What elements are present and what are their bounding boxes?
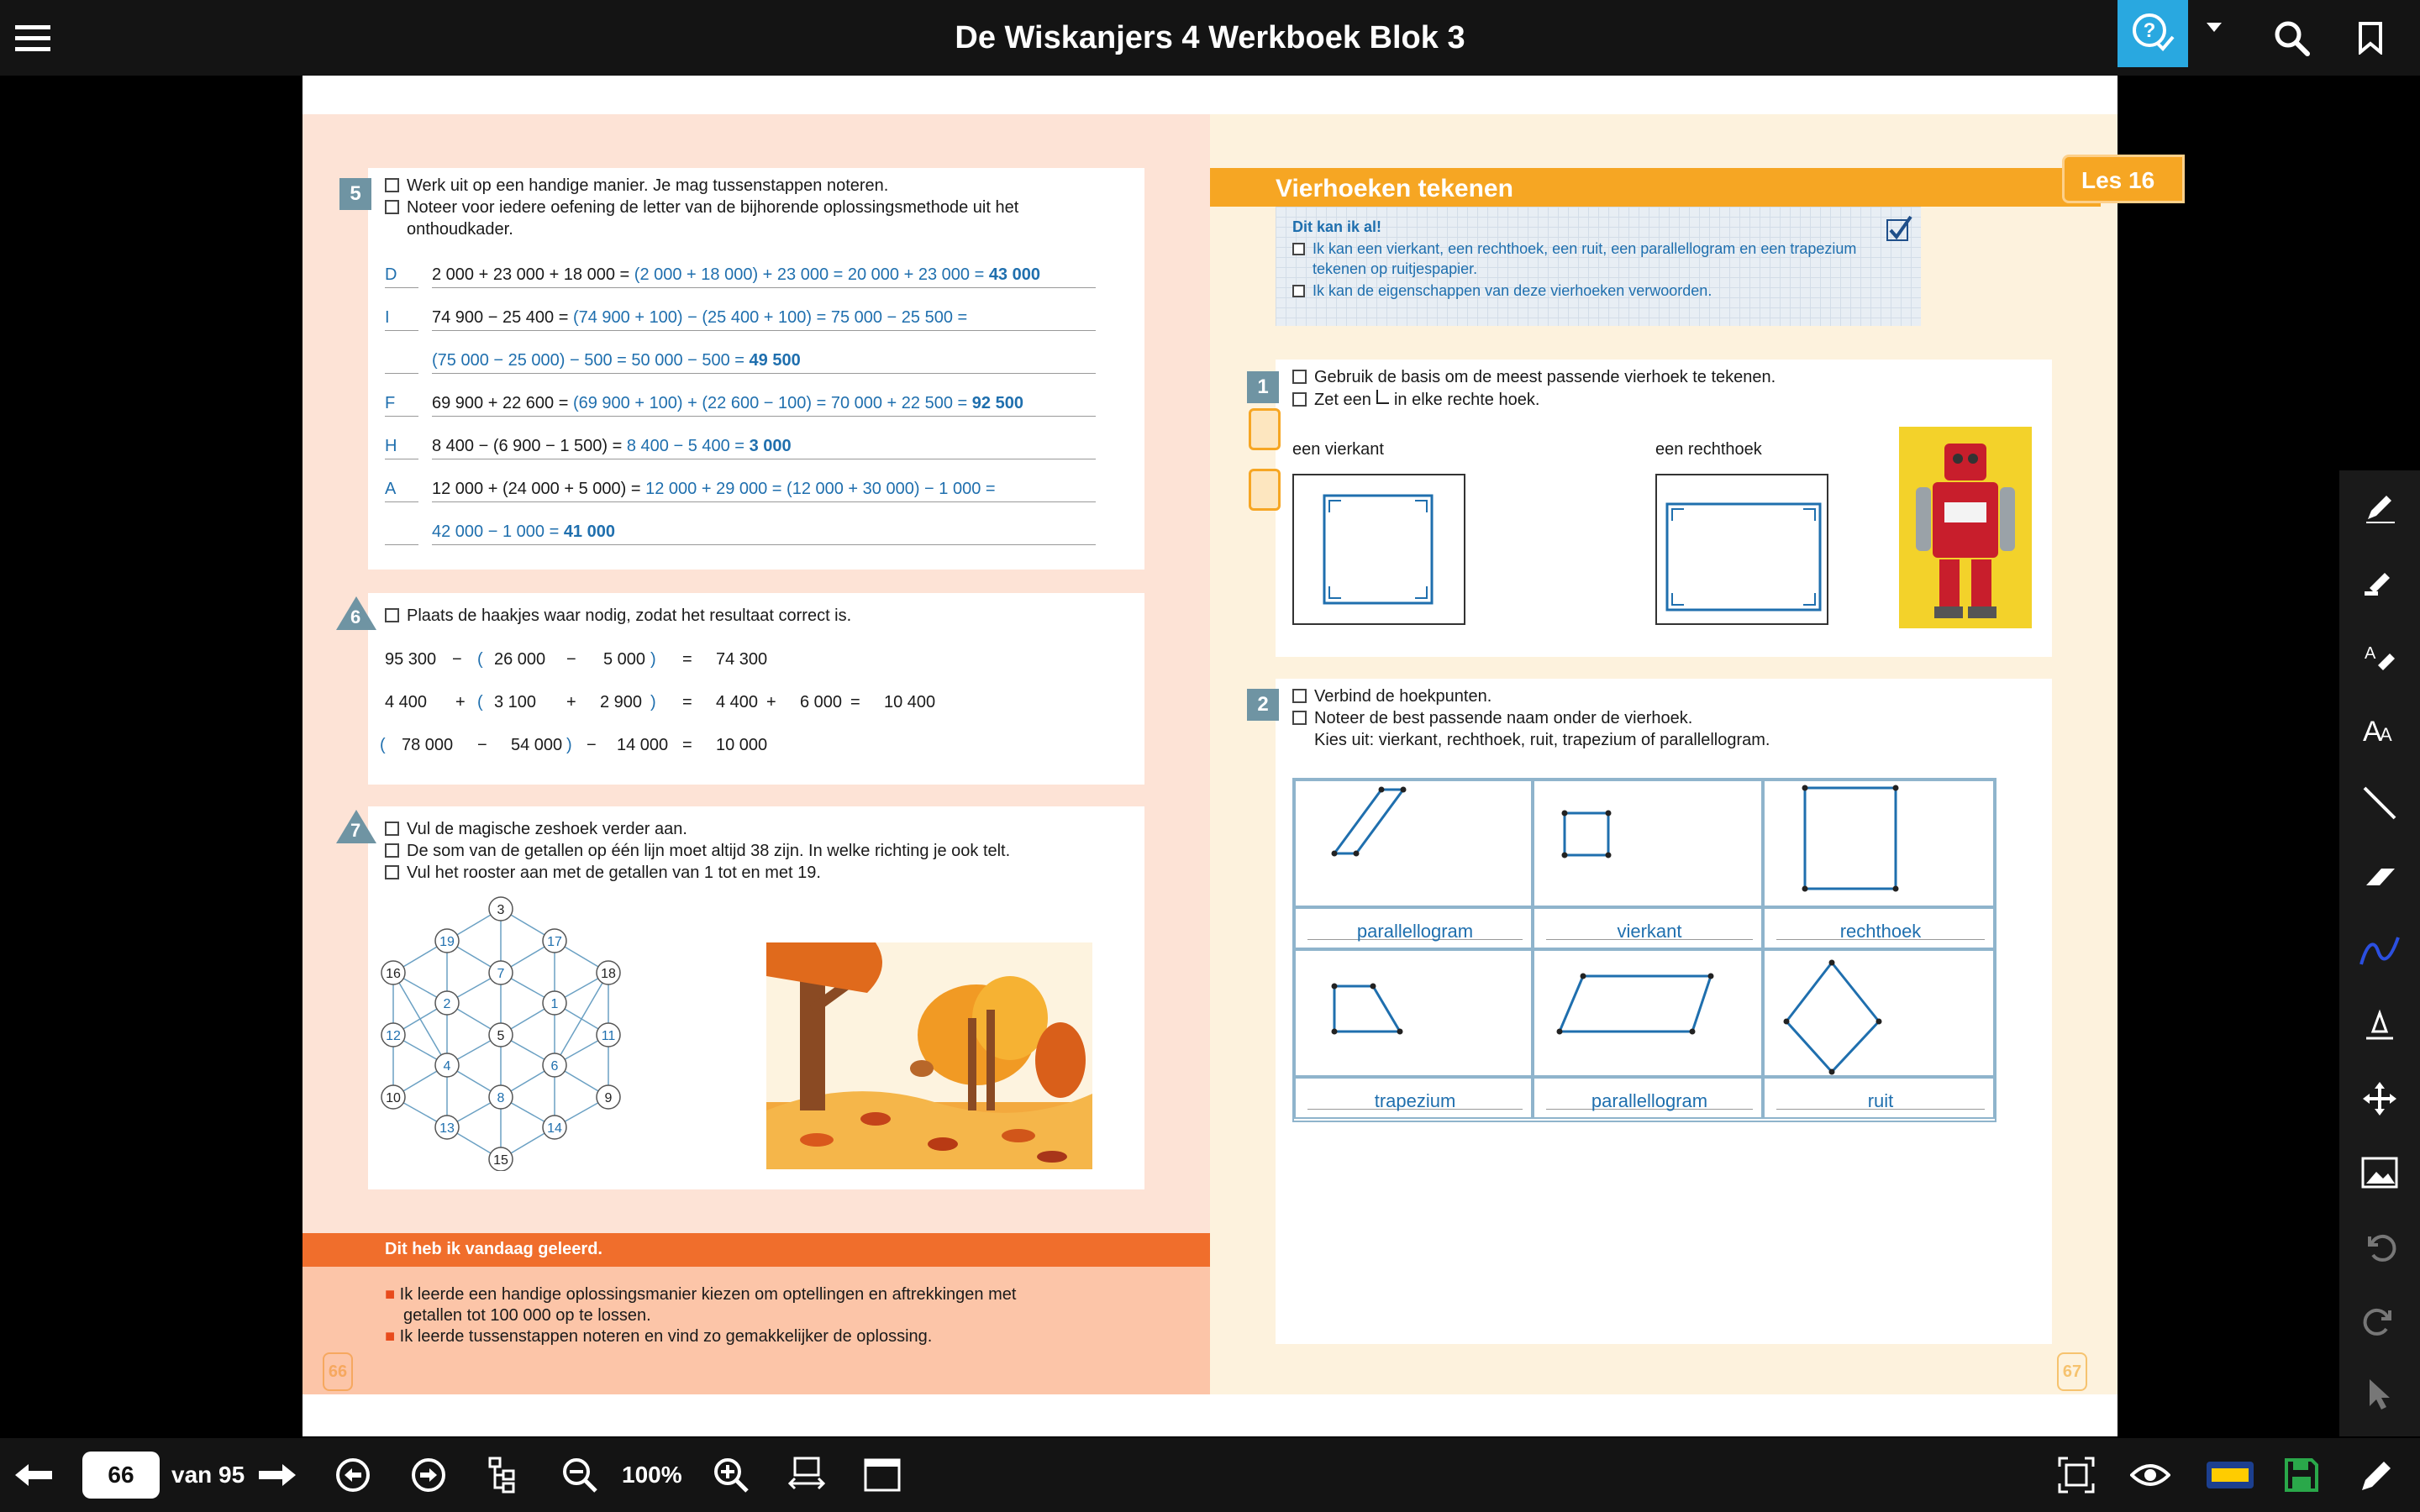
equation-token: 54 000	[511, 736, 563, 754]
method-icon	[1249, 408, 1281, 450]
right-angle-icon	[1376, 390, 1389, 405]
instruction-text: in elke rechte hoek.	[1393, 391, 1540, 409]
bookmark-icon[interactable]	[2349, 17, 2391, 59]
working-text: (75 000 − 25 000) − 500 = 50 000 − 500 =	[432, 351, 744, 370]
back-circle-icon[interactable]	[333, 1455, 373, 1495]
checkbox[interactable]	[385, 843, 399, 858]
square-drawing-box[interactable]	[1292, 474, 1465, 625]
search-icon[interactable]	[2269, 15, 2314, 60]
checkbox[interactable]	[385, 608, 399, 622]
shape-name: vierkant	[1617, 921, 1682, 942]
exercise-2-card	[1257, 679, 2052, 1344]
exercise-number: 6	[350, 606, 361, 627]
method-letter: A	[385, 480, 397, 498]
solution-row	[368, 308, 1141, 333]
answer-line	[432, 416, 1096, 417]
instruction-text: Werk uit op een handige manier. Je mag tussenstappen noteren.	[407, 176, 889, 195]
learned-text: Ik leerde een handige oplossingsmanier kiezen om optellingen en aftrekkingen met	[399, 1285, 1017, 1304]
equation-token: =	[682, 736, 692, 754]
hexagon-number: 2	[443, 997, 451, 1011]
solution-row	[368, 437, 1141, 462]
lesson-tab	[2062, 155, 2185, 203]
autumn-illustration	[766, 942, 1092, 1169]
previous-page-icon[interactable]	[12, 1457, 55, 1494]
shape-name: rechthoek	[1839, 921, 1922, 942]
instruction-text: Plaats de haakjes waar nodig, zodat het resultaat correct is.	[407, 606, 852, 625]
expression	[432, 265, 1040, 285]
shape-name: trapezium	[1374, 1090, 1456, 1111]
hexagon-number: 1	[550, 997, 559, 1011]
expression-text: 2 000 + 23 000 + 18 000 =	[432, 265, 630, 284]
lesson-banner	[1210, 168, 2101, 207]
lesson-title: Vierhoeken tekenen	[1276, 175, 1513, 202]
checkbox[interactable]	[385, 200, 399, 214]
instruction-text: Gebruik de basis om de meest passende vierhoek te tekenen.	[1314, 368, 1776, 386]
rectangle-drawing-box[interactable]	[1655, 474, 1828, 625]
instruction-text: Noteer voor iedere oefening de letter van de bijhorende oplossingsmethode uit het	[407, 198, 1019, 217]
checkbox[interactable]	[1292, 370, 1307, 384]
shape-name: ruit	[1867, 1090, 1894, 1111]
hexagon-number: 18	[601, 967, 616, 981]
working-text: (2 000 + 18 000) + 23 000 = 20 000 + 23 000 =	[634, 265, 985, 284]
bracket: (	[380, 736, 386, 754]
instruction-text: Vul de magische zeshoek verder aan.	[407, 820, 687, 838]
learned-text: getallen tot 100 000 op te lossen.	[403, 1306, 651, 1325]
answer-text: 43 000	[988, 265, 1040, 284]
working-text: 12 000 + 29 000 = (12 000 + 30 000) − 1 000 =	[645, 480, 996, 498]
learned-item: ■ Ik leerde tussenstappen noteren en vind zo gemakkelijker de oplossing.	[385, 1327, 933, 1346]
shape-name: parallellogram	[1591, 1090, 1708, 1111]
zoom-in-icon[interactable]	[711, 1455, 751, 1495]
bracket: (	[477, 650, 483, 669]
method-icon	[1249, 469, 1281, 511]
exercise-number: 2	[1247, 689, 1279, 721]
equation-token: =	[682, 693, 692, 711]
hexagon-number: 3	[497, 903, 505, 917]
learned-title: Dit heb ik vandaag geleerd.	[385, 1240, 602, 1258]
shape-cell	[1533, 949, 1763, 1077]
instruction	[1292, 709, 1692, 728]
hexagon-number: 10	[386, 1091, 401, 1105]
window-icon[interactable]	[862, 1455, 902, 1495]
help-check-icon	[2129, 10, 2176, 57]
left-page	[302, 114, 1210, 1394]
equation-token: +	[766, 693, 776, 711]
exercise-1-card	[1257, 360, 2052, 657]
equation-token: =	[682, 650, 692, 669]
method-letter: D	[385, 265, 397, 284]
checkbox[interactable]	[385, 178, 399, 192]
bracket: )	[566, 736, 572, 754]
checkbox[interactable]	[1292, 285, 1305, 297]
top-bar	[0, 0, 2420, 76]
equation-token: 78 000	[402, 736, 454, 754]
equation-token: 74 300	[716, 650, 768, 669]
highlighter-icon[interactable]	[2339, 544, 2420, 618]
learned-text: Ik leerde tussenstappen noteren en vind zo gemakkelijker de oplossing.	[399, 1327, 933, 1346]
instruction-text: De som van de getallen op één lijn moet altijd 38 zijn. In welke richting je ook telt.	[407, 842, 1011, 860]
lesson-number: Les 16	[2081, 167, 2155, 193]
shape-grid	[1292, 778, 1996, 1122]
exercise-7-card	[350, 806, 1144, 1189]
instruction	[1292, 687, 1491, 706]
stamp-icon[interactable]	[2339, 988, 2420, 1062]
shape-label: een rechthoek	[1655, 440, 1762, 459]
edit-pen-icon[interactable]	[2356, 1455, 2398, 1495]
solution-row	[368, 351, 1141, 376]
bracket: )	[650, 650, 656, 669]
shape-cell	[1533, 780, 1763, 907]
instruction-text: Kies uit: vierkant, rechthoek, ruit, trapezium of parallellogram.	[1314, 731, 1770, 749]
document-title: De Wiskanjers 4 Werkboek Blok 3	[955, 20, 1465, 55]
can-do-item	[1292, 240, 1856, 258]
right-page	[1210, 114, 2155, 1394]
quadrilateral-drawing	[1296, 781, 1534, 909]
working-text: 8 400 − 5 400 =	[626, 437, 744, 455]
name-cell[interactable]	[1533, 1077, 1763, 1119]
hexagon-number: 14	[547, 1121, 562, 1136]
can-do-box	[1276, 207, 1921, 326]
expression	[432, 480, 996, 499]
expression	[432, 394, 1023, 413]
freehand-icon[interactable]	[2339, 914, 2420, 988]
answer-line	[432, 544, 1096, 545]
svg-text:A: A	[2380, 724, 2392, 745]
working-text: 42 000 − 1 000 =	[432, 522, 560, 541]
exercise-number: 1	[1247, 371, 1279, 403]
equation-token: −	[587, 736, 597, 754]
checkbox[interactable]	[1292, 392, 1307, 407]
exercise-5-card	[350, 168, 1144, 570]
annotation-toolbar	[2339, 470, 2420, 1436]
undo-icon[interactable]	[2339, 1210, 2420, 1284]
shape-name: parallellogram	[1356, 921, 1474, 942]
equation-token: 4 400	[716, 693, 759, 711]
bracket: (	[477, 693, 483, 711]
checkbox[interactable]	[1292, 711, 1307, 725]
equation-token: −	[452, 650, 462, 669]
bracket: )	[650, 693, 656, 711]
equation-token: 4 400	[385, 693, 428, 711]
method-letter: H	[385, 437, 397, 455]
pointer-icon[interactable]	[2339, 1357, 2420, 1431]
zoom-out-icon[interactable]	[560, 1455, 600, 1495]
table-of-contents-icon[interactable]	[486, 1455, 526, 1495]
quadrilateral-drawing	[1534, 951, 1765, 1079]
checkbox[interactable]	[1292, 689, 1307, 703]
learned-item: ■ Ik leerde een handige oplossingsmanier kiezen om optellingen en aftrekkingen met	[385, 1285, 1017, 1304]
exercise-number: 7	[350, 820, 361, 841]
svg-text:A: A	[2365, 644, 2376, 663]
hexagon-number: 7	[497, 967, 505, 981]
answer-line	[432, 373, 1096, 374]
quadrilateral-drawing	[1765, 951, 1996, 1079]
equation-token: −	[477, 736, 487, 754]
method-letter: I	[385, 308, 390, 327]
eraser-icon[interactable]	[2339, 840, 2420, 914]
image-icon[interactable]	[2339, 1136, 2420, 1210]
quadrilateral-drawing	[1534, 781, 1765, 909]
move-icon[interactable]	[2339, 1062, 2420, 1136]
redo-icon[interactable]	[2339, 1284, 2420, 1357]
save-icon[interactable]	[2281, 1455, 2323, 1495]
can-do-text: tekenen op ruitjespapier.	[1313, 260, 1478, 277]
can-do-text: Ik kan een vierkant, een rechthoek, een ruit, een parallellogram en een trapezium	[1313, 240, 1857, 257]
solution-row	[368, 480, 1141, 505]
instruction-text: Vul het rooster aan met de getallen van 1 tot en met 19.	[407, 864, 821, 882]
solution-row	[368, 394, 1141, 419]
checkbox[interactable]	[385, 865, 399, 879]
answer-text: 3 000	[749, 437, 792, 455]
name-cell[interactable]	[1294, 907, 1533, 949]
can-do-title: Dit kan ik al!	[1292, 218, 1382, 235]
name-cell[interactable]	[1763, 1077, 1995, 1119]
answer-line	[432, 287, 1096, 288]
instruction	[385, 176, 888, 196]
instruction-text: Zet een	[1314, 391, 1371, 409]
answer-line	[432, 501, 1096, 502]
instruction	[385, 198, 1018, 218]
instruction-text: Verbind de hoekpunten.	[1314, 687, 1492, 706]
hexagon-number: 8	[497, 1091, 505, 1105]
expression	[432, 351, 801, 370]
expression	[432, 437, 792, 456]
hexagon-number: 19	[439, 935, 455, 949]
robot-image	[1899, 427, 2032, 628]
equation-token: 2 900	[600, 693, 643, 711]
forward-circle-icon[interactable]	[408, 1455, 449, 1495]
learned-box	[302, 1267, 1210, 1394]
equation-token: +	[566, 693, 576, 711]
zoom-level: 100%	[622, 1462, 682, 1488]
svg-text:?: ?	[2143, 19, 2156, 42]
exercise-number: 5	[339, 178, 371, 210]
next-page-icon[interactable]	[255, 1457, 299, 1494]
answer-text: 41 000	[563, 522, 615, 541]
hexagon-number: 16	[386, 967, 401, 981]
equation-token: 5 000	[603, 650, 646, 669]
page-total: van 95	[171, 1462, 245, 1488]
magic-hexagon	[376, 894, 662, 1171]
page-number: 66	[323, 1352, 353, 1391]
hexagon-number: 12	[386, 1029, 401, 1043]
shape-label: een vierkant	[1292, 440, 1384, 459]
expression-text: 8 400 − (6 900 − 1 500) =	[432, 437, 623, 455]
expression-text: 12 000 + (24 000 + 5 000) =	[432, 480, 641, 498]
instruction	[1292, 390, 1539, 410]
equation-token: 6 000	[800, 693, 843, 711]
instruction	[385, 864, 821, 883]
shape-cell	[1763, 949, 1995, 1077]
shape-cell	[1294, 780, 1533, 907]
instruction-text: Noteer de best passende naam onder de vierhoek.	[1314, 709, 1693, 727]
working-text: (74 900 + 100) − (25 400 + 100) = 75 000 − 25 500 =	[572, 308, 968, 327]
solution-row	[368, 522, 1141, 548]
answer-line	[432, 330, 1096, 331]
hexagon-number: 11	[601, 1029, 616, 1043]
equation-token: 10 400	[884, 693, 936, 711]
gynzy-logo-icon[interactable]	[2205, 1455, 2255, 1495]
checkbox[interactable]	[385, 822, 399, 836]
learned-banner	[302, 1233, 1210, 1267]
shape-cell	[1763, 780, 1995, 907]
equation-token: +	[455, 693, 466, 711]
help-check-button[interactable]	[2118, 0, 2188, 67]
equation-token: 3 100	[494, 693, 537, 711]
expression-text: 69 900 + 22 600 =	[432, 394, 569, 412]
solution-row	[368, 265, 1141, 291]
bottom-bar	[0, 1438, 2420, 1512]
expression	[432, 522, 615, 542]
instruction-text: onthoudkader.	[407, 220, 513, 239]
hexagon-number: 5	[497, 1029, 505, 1043]
hexagon-number: 4	[443, 1059, 451, 1074]
instruction	[385, 820, 687, 839]
name-cell[interactable]	[1294, 1077, 1533, 1119]
hexagon-number: 17	[547, 935, 562, 949]
checkbox[interactable]	[1292, 243, 1305, 255]
svg-text:A: A	[2363, 716, 2382, 748]
can-do-text: Ik kan de eigenschappen van deze vierhoeken verwoorden.	[1313, 282, 1712, 299]
text-highlighter-icon[interactable]	[2339, 618, 2420, 692]
equation-token: 95 300	[385, 650, 437, 669]
equation-token: =	[850, 693, 860, 711]
fit-width-icon[interactable]	[786, 1455, 827, 1495]
book-spread	[302, 76, 2155, 1436]
equation-token: 26 000	[494, 650, 546, 669]
hexagon-number: 15	[493, 1153, 508, 1168]
instruction	[385, 606, 851, 626]
quadrilateral-drawing	[1296, 951, 1534, 1079]
answer-text: 92 500	[971, 394, 1023, 412]
answer-text: 49 500	[749, 351, 801, 370]
equation-token: 14 000	[617, 736, 669, 754]
text-tool-icon[interactable]	[2339, 692, 2420, 766]
equation-token: −	[566, 650, 576, 669]
expression	[432, 308, 967, 328]
instruction	[385, 842, 1010, 861]
hexagon-number: 9	[604, 1091, 613, 1105]
line-tool-icon[interactable]	[2339, 766, 2420, 840]
fullscreen-icon[interactable]	[2055, 1455, 2097, 1495]
hexagon-number: 6	[550, 1059, 559, 1074]
page-input[interactable]	[82, 1452, 160, 1499]
checkmark-icon	[1886, 215, 1912, 242]
shape-cell	[1294, 949, 1533, 1077]
exercise-6-card	[350, 593, 1144, 785]
name-cell[interactable]	[1533, 907, 1763, 949]
working-text: (69 900 + 100) + (22 600 − 100) = 70 000 + 22 500 =	[572, 394, 968, 412]
instruction	[1292, 368, 1776, 387]
hexagon-number: 13	[439, 1121, 455, 1136]
chevron-down-icon[interactable]	[2202, 15, 2227, 40]
can-do-item	[1292, 282, 1712, 300]
page-number: 67	[2057, 1352, 2087, 1391]
quadrilateral-drawing	[1765, 781, 1996, 909]
method-letter: F	[385, 394, 396, 412]
equation-token: 10 000	[716, 736, 768, 754]
expression-text: 74 900 − 25 400 =	[432, 308, 569, 327]
eye-icon[interactable]	[2129, 1455, 2171, 1495]
pen-icon[interactable]	[2339, 470, 2420, 544]
name-cell[interactable]	[1763, 907, 1995, 949]
